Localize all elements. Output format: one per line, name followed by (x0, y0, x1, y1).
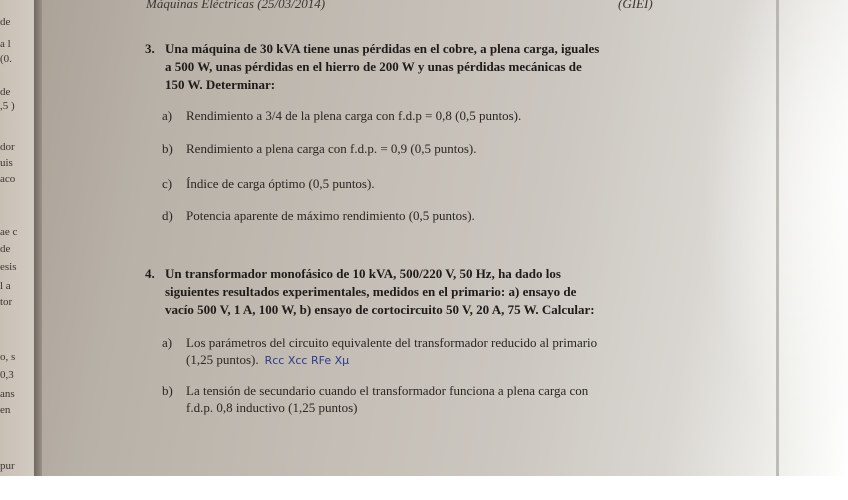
question-3-item: b) Rendimiento a plena carga con f.d.p. = 0,9 (0,5 puntos). (162, 141, 477, 156)
margin-fragment: de (0, 16, 11, 28)
question-3-item: c) Índice de carga óptimo (0,5 puntos). (162, 176, 375, 191)
exam-header-title: Máquinas Eléctricas (25/03/2014) (146, 0, 326, 11)
question-3-item: a) Rendimiento a 3/4 de la plena carga con f.d.p = 0,8 (0,5 puntos). (162, 108, 522, 123)
question-3-line: 3. Una máquina de 30 kVA tiene unas pérdidas en el cobre, a plena carga, iguales (145, 41, 600, 56)
question-4-line: vacío 500 V, 1 A, 100 W, b) ensayo de cortocircuito 50 V, 20 A, 75 W. Calcular: (165, 302, 595, 317)
paper-edge (776, 0, 779, 476)
question-4-line: 4. Un transformador monofásico de 10 kVA, 500/220 V, 50 Hz, ha dado los (145, 266, 561, 281)
margin-fragment: ans (0, 388, 15, 400)
handwritten-note: Rcc Xcc RFe Xμ (264, 354, 350, 367)
margin-fragment: pur (0, 460, 15, 472)
margin-fragment: de (0, 243, 11, 255)
question-number: 4. (145, 266, 155, 281)
margin-fragment: 0,3 (0, 369, 14, 381)
question-3-line: 150 W. Determinar: (165, 77, 276, 92)
margin-fragment: uis (0, 157, 13, 169)
margin-fragment: aco (0, 173, 16, 185)
question-number: 3. (145, 41, 155, 56)
margin-fragment: tor (0, 296, 13, 308)
question-3-item: d) Potencia aparente de máximo rendimiento (0,5 puntos). (162, 208, 475, 223)
margin-fragment: en (0, 404, 11, 416)
question-4-statement (145, 265, 595, 319)
margin-fragment: (0. (0, 53, 12, 65)
margin-fragment: o, s (0, 351, 16, 363)
question-4-line: siguientes resultados experimentales, medidos en el primario: a) ensayo de (165, 284, 577, 299)
exam-header-degree: (GIEI) (618, 0, 653, 11)
question-4-item-a: a) Los parámetros del circuito equivalente del transformador reducido al primario (1,25 puntos). Rcc Xcc RFe Xμ (162, 335, 598, 367)
sheet-edge-shadow (34, 0, 42, 476)
margin-fragment: a l (0, 38, 11, 50)
margin-fragment: ,5 ) (0, 100, 15, 112)
light-glare (700, 0, 848, 500)
margin-fragment: ae c (0, 226, 18, 238)
margin-fragment: dor (0, 141, 15, 153)
question-3-line: a 500 W, unas pérdidas en el hierro de 200 W y unas pérdidas mecánicas de (165, 59, 582, 74)
margin-fragment: l a (0, 280, 11, 292)
question-3-statement (145, 40, 599, 94)
question-4-item-b: b) La tensión de secundario cuando el transformador funciona a plena carga con f.d.p. 0,8 inductivo (1,25 puntos) (162, 383, 589, 415)
margin-fragment: de (0, 86, 11, 98)
margin-fragment: esis (0, 261, 17, 273)
